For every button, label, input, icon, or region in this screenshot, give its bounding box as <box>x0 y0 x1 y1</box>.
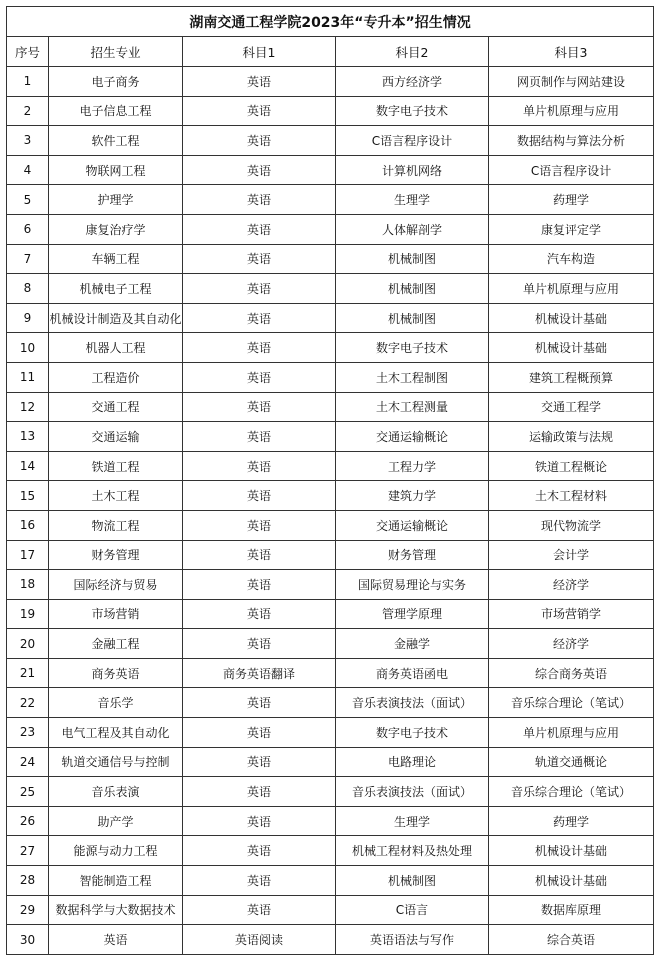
row-subject3: 康复评定学 <box>489 214 654 244</box>
row-subject2: 财务管理 <box>336 540 489 570</box>
row-major: 机器人工程 <box>49 333 183 363</box>
row-subject2: 数字电子技术 <box>336 333 489 363</box>
row-subject1: 英语 <box>183 274 336 304</box>
row-subject1: 英语 <box>183 303 336 333</box>
row-subject1: 英语 <box>183 214 336 244</box>
table-row <box>7 688 654 718</box>
row-index: 27 <box>7 836 49 866</box>
table-row <box>7 392 654 422</box>
row-subject2: 机械制图 <box>336 866 489 896</box>
row-subject3: 机械设计基础 <box>489 303 654 333</box>
row-subject1: 英语 <box>183 126 336 156</box>
row-subject1: 英语 <box>183 481 336 511</box>
title-row <box>7 7 654 37</box>
row-subject3: 运输政策与法规 <box>489 422 654 452</box>
row-index: 26 <box>7 806 49 836</box>
table-row <box>7 747 654 777</box>
row-subject1: 英语 <box>183 362 336 392</box>
row-index: 15 <box>7 481 49 511</box>
row-subject3: 综合商务英语 <box>489 658 654 688</box>
row-subject1: 英语 <box>183 836 336 866</box>
row-subject1: 英语 <box>183 540 336 570</box>
table-row <box>7 185 654 215</box>
row-subject2: 生理学 <box>336 185 489 215</box>
table-row <box>7 96 654 126</box>
row-subject1: 英语 <box>183 451 336 481</box>
row-subject1: 英语 <box>183 806 336 836</box>
row-major: 电子商务 <box>49 67 183 97</box>
table-row <box>7 481 654 511</box>
row-subject3: 单片机原理与应用 <box>489 718 654 748</box>
table-row <box>7 510 654 540</box>
row-index: 16 <box>7 510 49 540</box>
row-subject3: 铁道工程概论 <box>489 451 654 481</box>
row-subject2: 音乐表演技法（面试） <box>336 688 489 718</box>
row-subject2: 机械制图 <box>336 274 489 304</box>
row-subject3: 数据库原理 <box>489 895 654 925</box>
row-subject1: 英语 <box>183 599 336 629</box>
header-row <box>7 37 654 67</box>
row-subject2: 工程力学 <box>336 451 489 481</box>
row-index: 21 <box>7 658 49 688</box>
row-index: 17 <box>7 540 49 570</box>
row-index: 6 <box>7 214 49 244</box>
row-index: 9 <box>7 303 49 333</box>
table-row <box>7 658 654 688</box>
table-row <box>7 599 654 629</box>
row-major: 助产学 <box>49 806 183 836</box>
table-row <box>7 925 654 955</box>
row-subject2: 土木工程制图 <box>336 362 489 392</box>
row-subject3: C语言程序设计 <box>489 155 654 185</box>
table-title: 湖南交通工程学院2023年“专升本”招生情况 <box>7 7 654 37</box>
row-subject1: 英语阅读 <box>183 925 336 955</box>
table-row <box>7 244 654 274</box>
header-subject3: 科目3 <box>489 37 654 67</box>
row-index: 14 <box>7 451 49 481</box>
row-index: 24 <box>7 747 49 777</box>
row-subject2: 交通运输概论 <box>336 510 489 540</box>
row-index: 10 <box>7 333 49 363</box>
row-index: 2 <box>7 96 49 126</box>
row-subject3: 汽车构造 <box>489 244 654 274</box>
row-subject1: 英语 <box>183 895 336 925</box>
row-subject3: 数据结构与算法分析 <box>489 126 654 156</box>
row-subject2: 机械制图 <box>336 244 489 274</box>
row-major: 国际经济与贸易 <box>49 570 183 600</box>
row-subject2: 生理学 <box>336 806 489 836</box>
row-subject3: 音乐综合理论（笔试） <box>489 777 654 807</box>
row-subject1: 英语 <box>183 570 336 600</box>
row-index: 3 <box>7 126 49 156</box>
row-subject3: 土木工程材料 <box>489 481 654 511</box>
row-major: 护理学 <box>49 185 183 215</box>
row-subject3: 交通工程学 <box>489 392 654 422</box>
row-major: 机械设计制造及其自动化 <box>49 303 183 333</box>
row-subject3: 单片机原理与应用 <box>489 96 654 126</box>
row-index: 11 <box>7 362 49 392</box>
row-subject2: 建筑力学 <box>336 481 489 511</box>
table-row <box>7 777 654 807</box>
header-subject2: 科目2 <box>336 37 489 67</box>
row-subject1: 英语 <box>183 866 336 896</box>
enrollment-table <box>6 6 654 955</box>
row-subject2: 西方经济学 <box>336 67 489 97</box>
row-index: 13 <box>7 422 49 452</box>
row-index: 30 <box>7 925 49 955</box>
row-index: 4 <box>7 155 49 185</box>
row-major: 财务管理 <box>49 540 183 570</box>
row-index: 25 <box>7 777 49 807</box>
row-major: 金融工程 <box>49 629 183 659</box>
row-subject3: 建筑工程概预算 <box>489 362 654 392</box>
header-major: 招生专业 <box>49 37 183 67</box>
row-major: 轨道交通信号与控制 <box>49 747 183 777</box>
row-index: 23 <box>7 718 49 748</box>
row-index: 29 <box>7 895 49 925</box>
row-subject1: 英语 <box>183 510 336 540</box>
row-subject2: 电路理论 <box>336 747 489 777</box>
table-row <box>7 540 654 570</box>
row-major: 音乐表演 <box>49 777 183 807</box>
row-subject3: 轨道交通概论 <box>489 747 654 777</box>
row-subject2: 数字电子技术 <box>336 718 489 748</box>
row-subject1: 英语 <box>183 67 336 97</box>
row-major: 商务英语 <box>49 658 183 688</box>
row-subject2: 机械制图 <box>336 303 489 333</box>
row-index: 1 <box>7 67 49 97</box>
row-subject3: 经济学 <box>489 570 654 600</box>
row-index: 12 <box>7 392 49 422</box>
row-index: 5 <box>7 185 49 215</box>
row-subject1: 英语 <box>183 747 336 777</box>
table-row <box>7 362 654 392</box>
row-subject1: 英语 <box>183 688 336 718</box>
row-subject2: 管理学原理 <box>336 599 489 629</box>
row-subject2: 机械工程材料及热处理 <box>336 836 489 866</box>
table-row <box>7 895 654 925</box>
row-subject2: 英语语法与写作 <box>336 925 489 955</box>
row-subject1: 英语 <box>183 422 336 452</box>
table-row <box>7 718 654 748</box>
row-subject3: 药理学 <box>489 806 654 836</box>
row-subject3: 机械设计基础 <box>489 866 654 896</box>
table-row <box>7 422 654 452</box>
row-major: 电气工程及其自动化 <box>49 718 183 748</box>
table-row <box>7 570 654 600</box>
row-subject2: 交通运输概论 <box>336 422 489 452</box>
table-row <box>7 155 654 185</box>
row-subject3: 机械设计基础 <box>489 836 654 866</box>
table-row <box>7 836 654 866</box>
row-subject2: 计算机网络 <box>336 155 489 185</box>
table-row <box>7 214 654 244</box>
row-subject2: 商务英语函电 <box>336 658 489 688</box>
row-subject3: 综合英语 <box>489 925 654 955</box>
row-major: 电子信息工程 <box>49 96 183 126</box>
row-subject3: 音乐综合理论（笔试） <box>489 688 654 718</box>
table-row <box>7 126 654 156</box>
row-subject1: 英语 <box>183 629 336 659</box>
row-index: 28 <box>7 866 49 896</box>
row-subject2: 金融学 <box>336 629 489 659</box>
row-subject3: 机械设计基础 <box>489 333 654 363</box>
table-row <box>7 274 654 304</box>
row-major: 物联网工程 <box>49 155 183 185</box>
row-subject3: 网页制作与网站建设 <box>489 67 654 97</box>
row-subject3: 会计学 <box>489 540 654 570</box>
row-subject1: 商务英语翻译 <box>183 658 336 688</box>
table-row <box>7 866 654 896</box>
table-row <box>7 303 654 333</box>
table-row <box>7 806 654 836</box>
row-index: 19 <box>7 599 49 629</box>
row-subject3: 现代物流学 <box>489 510 654 540</box>
row-major: 工程造价 <box>49 362 183 392</box>
row-major: 交通运输 <box>49 422 183 452</box>
row-subject1: 英语 <box>183 185 336 215</box>
table-row <box>7 333 654 363</box>
row-major: 智能制造工程 <box>49 866 183 896</box>
table-row <box>7 629 654 659</box>
row-index: 7 <box>7 244 49 274</box>
table-row <box>7 451 654 481</box>
row-index: 22 <box>7 688 49 718</box>
table-row <box>7 67 654 97</box>
row-subject1: 英语 <box>183 777 336 807</box>
row-major: 机械电子工程 <box>49 274 183 304</box>
row-major: 康复治疗学 <box>49 214 183 244</box>
row-major: 市场营销 <box>49 599 183 629</box>
row-major: 车辆工程 <box>49 244 183 274</box>
row-subject2: 土木工程测量 <box>336 392 489 422</box>
row-major: 能源与动力工程 <box>49 836 183 866</box>
row-index: 20 <box>7 629 49 659</box>
header-subject1: 科目1 <box>183 37 336 67</box>
row-subject1: 英语 <box>183 96 336 126</box>
row-subject1: 英语 <box>183 333 336 363</box>
row-subject3: 市场营销学 <box>489 599 654 629</box>
row-subject2: 音乐表演技法（面试） <box>336 777 489 807</box>
row-major: 数据科学与大数据技术 <box>49 895 183 925</box>
row-major: 软件工程 <box>49 126 183 156</box>
row-subject2: 国际贸易理论与实务 <box>336 570 489 600</box>
row-major: 铁道工程 <box>49 451 183 481</box>
row-index: 18 <box>7 570 49 600</box>
row-subject2: 人体解剖学 <box>336 214 489 244</box>
row-subject2: 数字电子技术 <box>336 96 489 126</box>
row-major: 物流工程 <box>49 510 183 540</box>
row-subject3: 经济学 <box>489 629 654 659</box>
row-major: 英语 <box>49 925 183 955</box>
row-subject1: 英语 <box>183 718 336 748</box>
row-subject3: 单片机原理与应用 <box>489 274 654 304</box>
row-subject1: 英语 <box>183 155 336 185</box>
row-subject1: 英语 <box>183 244 336 274</box>
row-major: 土木工程 <box>49 481 183 511</box>
row-subject1: 英语 <box>183 392 336 422</box>
header-index: 序号 <box>7 37 49 67</box>
row-index: 8 <box>7 274 49 304</box>
row-subject2: C语言程序设计 <box>336 126 489 156</box>
row-subject2: C语言 <box>336 895 489 925</box>
row-major: 音乐学 <box>49 688 183 718</box>
row-subject3: 药理学 <box>489 185 654 215</box>
row-major: 交通工程 <box>49 392 183 422</box>
